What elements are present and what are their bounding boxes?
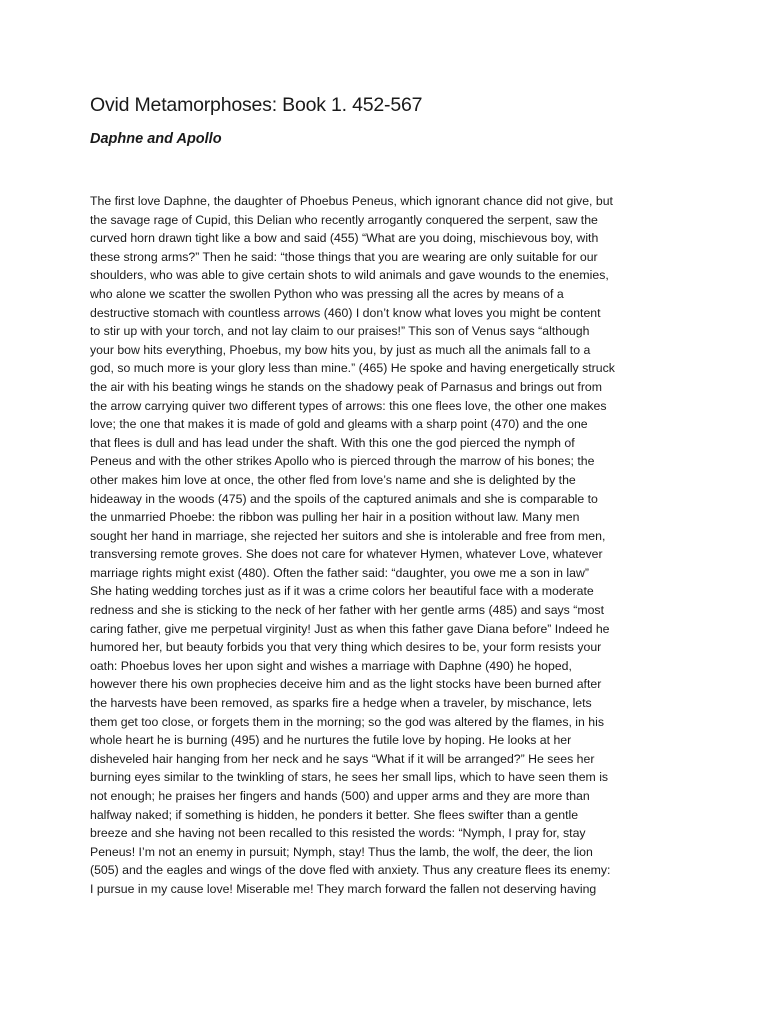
text-line: the air with his beating wings he stands on the shadowy peak of Parnasus and brings out from [90, 379, 602, 394]
text-line: disheveled hair hanging from her neck and he says “What if it will be arranged?” He sees her [90, 751, 595, 766]
text-line: the unmarried Phoebe: the ribbon was pulling her hair in a position without law. Many men [90, 510, 580, 525]
text-line: other makes him love at once, the other fled from love’s name and she is delighted by the [90, 472, 576, 487]
text-line: the savage rage of Cupid, this Delian who recently arrogantly conquered the serpent, saw the [90, 212, 598, 227]
text-line: shoulders, who was able to give certain shots to wild animals and gave wounds to the enemies, [90, 268, 609, 283]
text-line: She hating wedding torches just as if it was a crime colors her beautiful face with a moderate [90, 584, 594, 599]
text-line: breeze and she having not been recalled to this resisted the words: “Nymph, I pray for, stay [90, 826, 586, 841]
body-paragraph [90, 192, 690, 899]
text-line: god, so much more is your glory less than mine.” (465) He spoke and having energetically struck [90, 361, 615, 376]
text-line: the harvests have been removed, as sparks fire a hedge when a traveler, by mischance, lets [90, 696, 592, 711]
text-line: the arrow carrying quiver two different types of arrows: this one flees love, the other one makes [90, 398, 607, 413]
text-line: destructive stomach with countless arrows (460) I don’t know what loves you might be content [90, 305, 601, 320]
text-line: oath: Phoebus loves her upon sight and wishes a marriage with Daphne (490) he hoped, [90, 658, 572, 673]
text-line: these strong arms?” Then he said: “those things that you are wearing are only suitable for our [90, 249, 598, 264]
text-line: hideaway in the woods (475) and the spoils of the captured animals and she is comparable to [90, 491, 598, 506]
text-line: Peneus and with the other strikes Apollo who is pierced through the marrow of his bones; the [90, 454, 595, 469]
document-title: Ovid Metamorphoses: Book 1. 452-567 [90, 94, 423, 116]
text-line: love; the one that makes it is made of gold and gleams with a sharp point (470) and the one [90, 417, 588, 432]
text-line: humored her, but beauty forbids you that very thing which desires to be, your form resists your [90, 640, 602, 655]
text-line: them get too close, or forgets them in the morning; so the god was altered by the flames, in his [90, 714, 605, 729]
text-line: who alone we scatter the swollen Python who was pressing all the acres by means of a [90, 286, 564, 301]
text-line: caring father, give me perpetual virginity! Just as when this father gave Diana before” Indeed he [90, 621, 610, 636]
text-line: to stir up with your torch, and not lay claim to our praises!” This son of Venus says “although [90, 324, 590, 339]
text-line: Peneus! I’m not an enemy in pursuit; Nymph, stay! Thus the lamb, the wolf, the deer, the lion [90, 844, 593, 859]
text-line: that flees is dull and has lead under the shaft. With this one the god pierced the nymph of [90, 435, 575, 450]
text-line: marriage rights might exist (480). Often the father said: “daughter, you owe me a son in law” [90, 565, 589, 580]
document-subtitle: Daphne and Apollo [90, 131, 222, 147]
text-line: however there his own prophecies deceive him and as the light stocks have been burned after [90, 677, 602, 692]
text-line: The first love Daphne, the daughter of Phoebus Peneus, which ignorant chance did not give, but [90, 194, 613, 208]
text-line: I pursue in my cause love! Miserable me! They march forward the fallen not deserving having [90, 881, 597, 896]
text-line: burning eyes similar to the twinkling of stars, he sees her small lips, which to have seen them is [90, 770, 609, 785]
text-line: halfway naked; if something is hidden, he ponders it better. She flees swifter than a gentle [90, 807, 579, 822]
text-line: whole heart he is burning (495) and he nurtures the futile love by hoping. He looks at her [90, 733, 572, 748]
text-line: curved horn drawn tight like a bow and said (455) “What are you doing, mischievous boy, with [90, 231, 599, 246]
text-line: sought her hand in marriage, she rejected her suitors and she is intolerable and free from men, [90, 528, 606, 543]
text-line: your bow hits everything, Phoebus, my bow hits you, by just as much all the animals fall to a [90, 342, 591, 357]
text-line: transversing remote groves. She does not care for whatever Hymen, whatever Love, whatever [90, 547, 603, 562]
text-line: (505) and the eagles and wings of the dove fled with anxiety. Thus any creature flees its enemy: [90, 863, 611, 878]
text-line: not enough; he praises her fingers and hands (500) and upper arms and they are more than [90, 789, 590, 803]
text-line: redness and she is sticking to the neck of her father with her gentle arms (485) and says “most [90, 603, 604, 618]
